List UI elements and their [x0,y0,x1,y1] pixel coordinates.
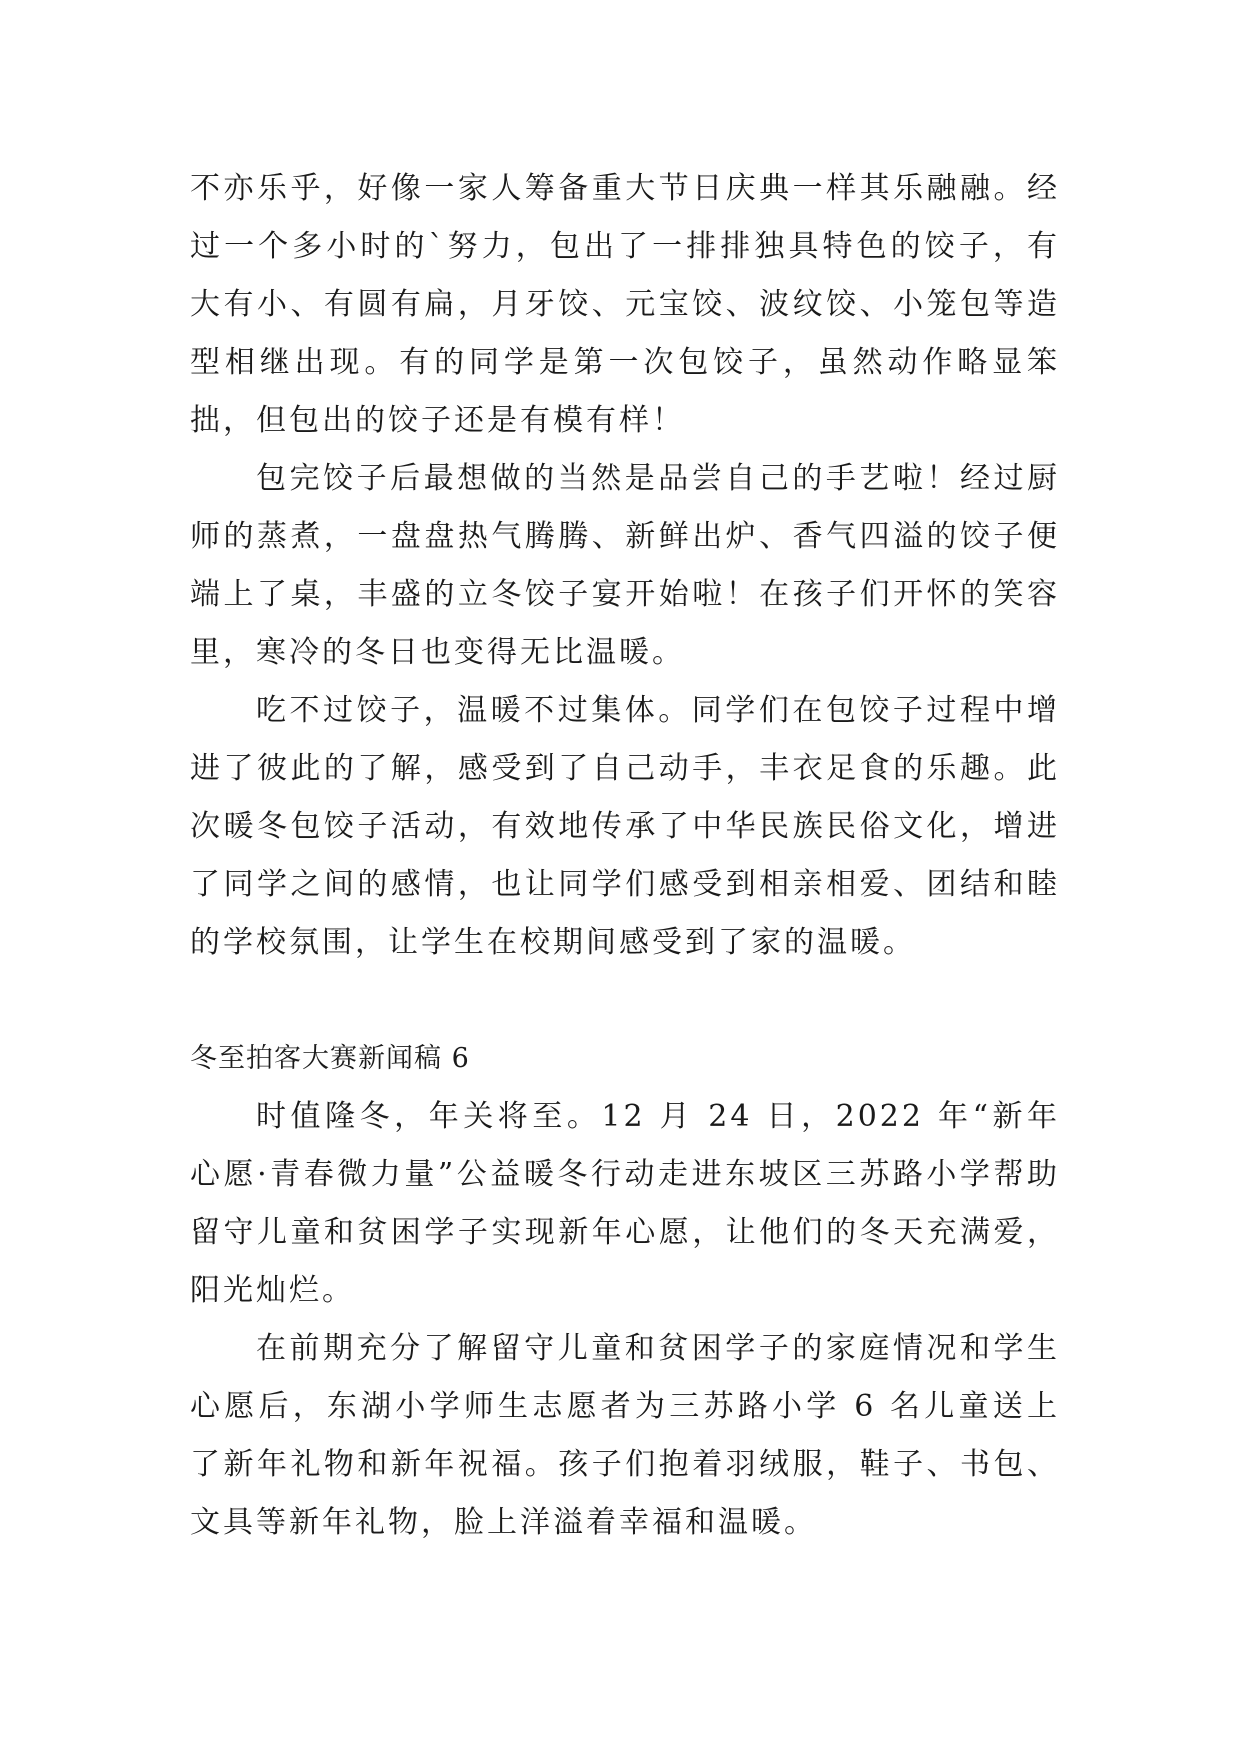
paragraph: 不亦乐乎，好像一家人筹备重大节日庆典一样其乐融融。经过一个多小时的`努力，包出了一排排独具特色的饺子，有大有小、有圆有扁，月牙饺、元宝饺、波纹饺、小笼包等造型相继出现。有的同学是第一次包饺子，虽然动作略显笨拙，但包出的饺子还是有模有样！ [190,171,1060,438]
paragraph: 在前期充分了解留守儿童和贫困学子的家庭情况和学生心愿后，东湖小学师生志愿者为三苏路小学 6 名儿童送上了新年礼物和新年祝福。孩子们抱着羽绒服，鞋子、书包、文具等新年礼物，脸上洋溢着幸福和温暖。 [190,1331,1060,1540]
paragraph: 包完饺子后最想做的当然是品尝自己的手艺啦！经过厨师的蒸煮，一盘盘热气腾腾、新鲜出炉、香气四溢的饺子便端上了桌，丰盛的立冬饺子宴开始啦！在孩子们开怀的笑容里，寒冷的冬日也变得无比温暖。 [190,461,1060,670]
paragraph: 吃不过饺子，温暖不过集体。同学们在包饺子过程中增进了彼此的了解，感受到了自己动手，丰衣足食的乐趣。此次暖冬包饺子活动，有效地传承了中华民族民俗文化，增进了同学之间的感情，也让同学们感受到相亲相爱、团结和睦的学校氛围，让学生在校期间感受到了家的温暖。 [190,693,1060,960]
article-continuation [190,160,1060,972]
article-body [190,1088,1060,1552]
section-heading: 冬至拍客大赛新闻稿 6 [190,1043,470,1074]
paragraph: 时值隆冬，年关将至。12 月 24 日，2022 年“新年心愿·青春微力量”公益暖冬行动走进东坡区三苏路小学帮助留守儿童和贫困学子实现新年心愿，让他们的冬天充满爱，阳光灿烂。 [190,1099,1060,1308]
